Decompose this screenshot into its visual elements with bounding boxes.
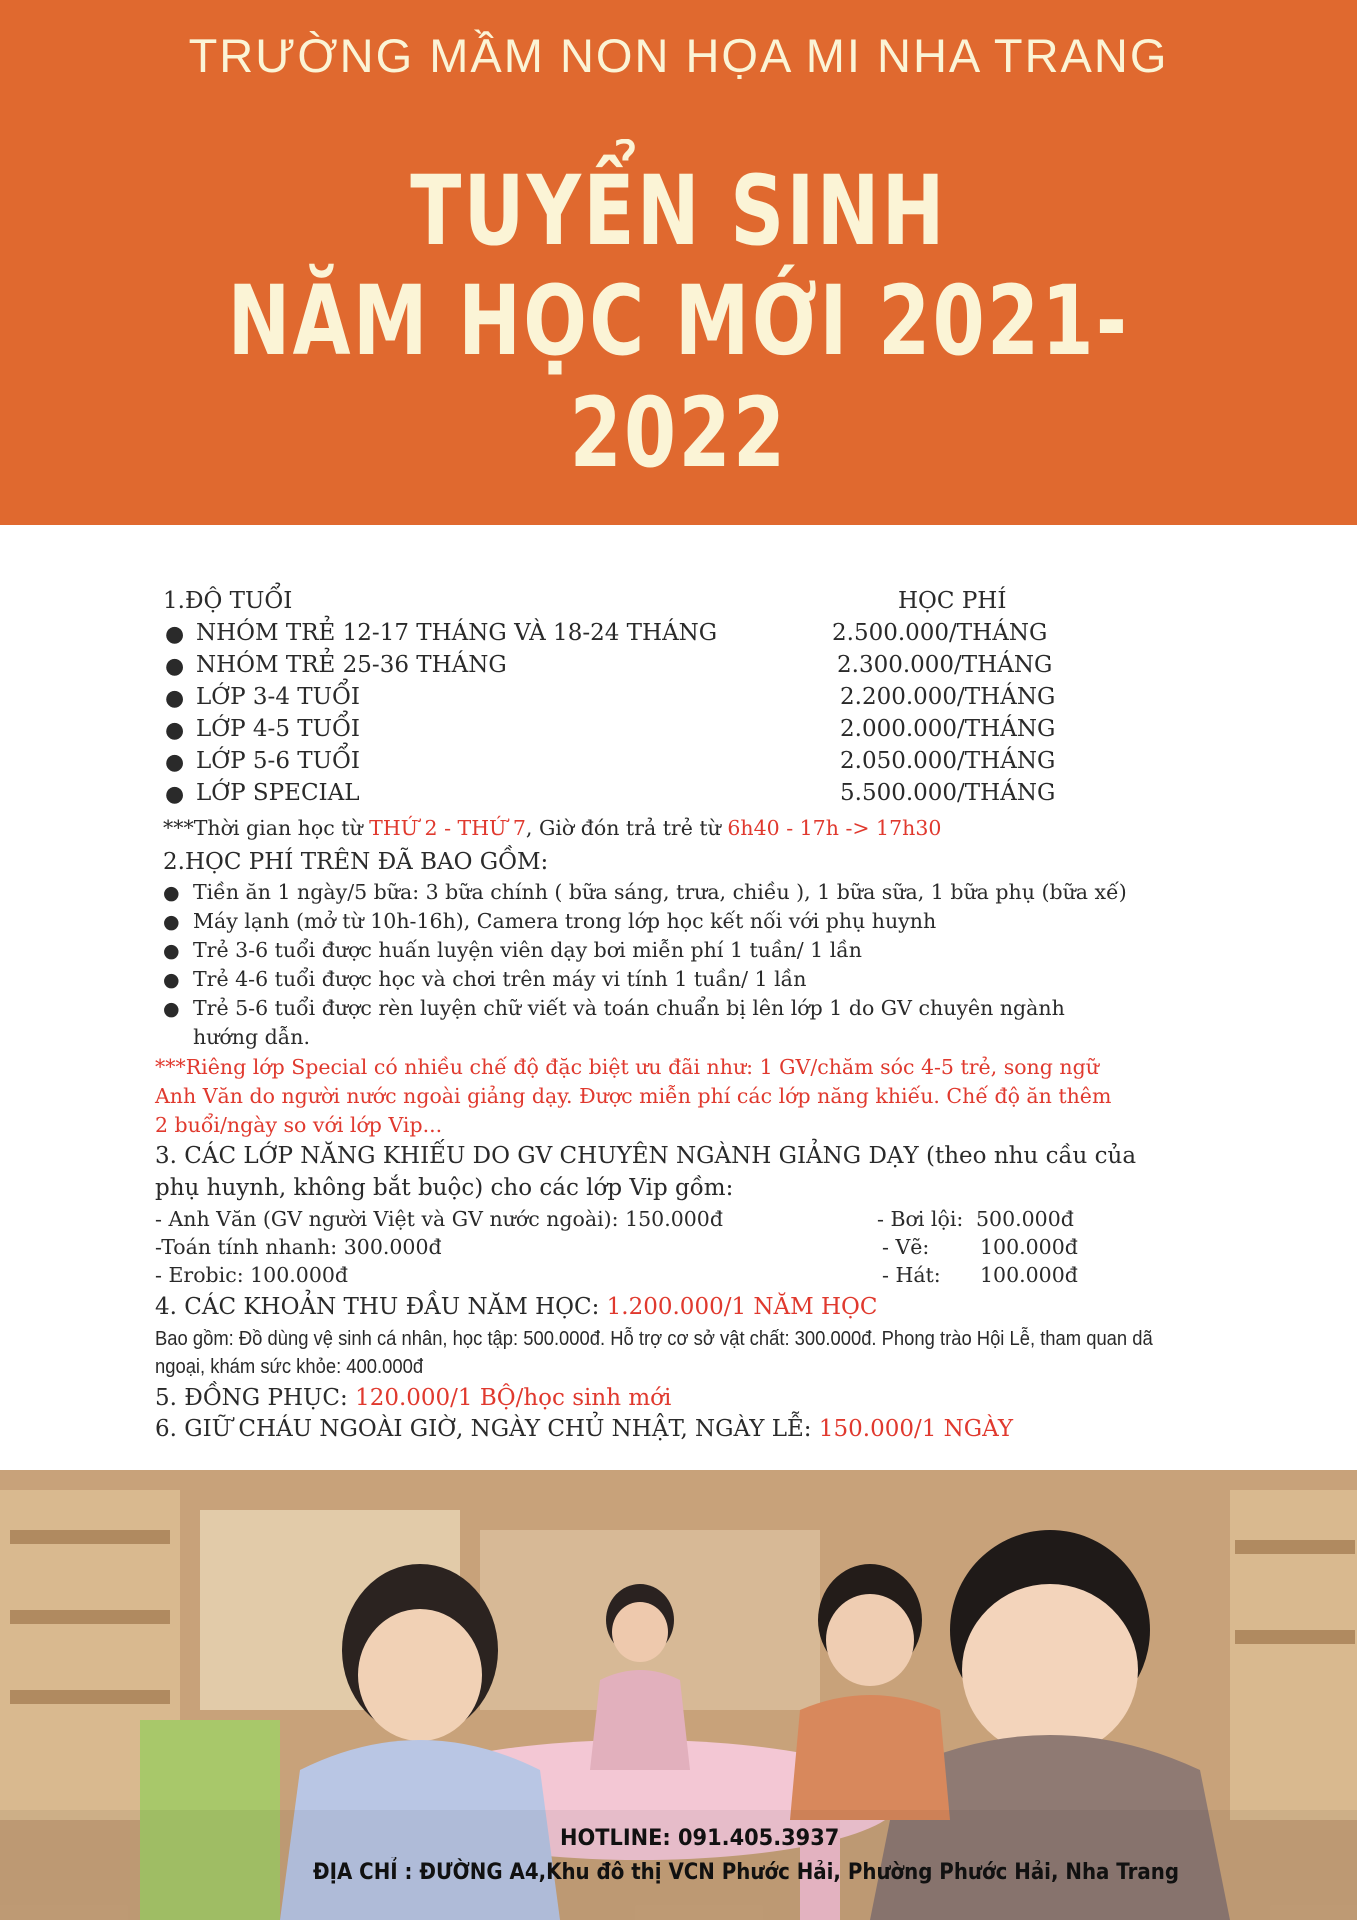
talent-item: - Anh Văn (GV người Việt và GV nước ngoài): 150.000đ bbox=[155, 1207, 723, 1231]
talent-item-fee: 500.000đ bbox=[976, 1207, 1074, 1231]
group-fee: 2.200.000/THÁNG bbox=[840, 684, 1056, 710]
included-heading: 2.HỌC PHÍ TRÊN ĐÃ BAO GỒM: bbox=[163, 849, 549, 875]
uniform-value: 120.000/1 BỘ/học sinh mới bbox=[355, 1385, 672, 1411]
bullet-icon: ● bbox=[163, 940, 180, 962]
annual-fees-line bbox=[155, 1294, 878, 1320]
talent-heading: 3. CÁC LỚP NĂNG KHIẾU DO GV CHUYÊN NGÀNH GIẢNG DẠY (theo nhu cầu của bbox=[155, 1143, 1137, 1169]
group-name: LỚP SPECIAL bbox=[196, 780, 360, 806]
address: ĐỊA CHỈ : ĐƯỜNG A4,Khu đô thị VCN Phước Hải, Phường Phước Hải, Nha Trang bbox=[313, 1860, 1180, 1885]
group-name: LỚP 3-4 TUỔI bbox=[196, 684, 360, 710]
bullet-icon: ● bbox=[163, 911, 180, 933]
header-banner bbox=[0, 0, 1357, 525]
special-note: Anh Văn do người nước ngoài giảng dạy. Được miễn phí các lớp năng khiếu. Chế độ ăn thêm bbox=[155, 1084, 1112, 1108]
talent-item-name: - Hát: bbox=[882, 1263, 941, 1287]
included-item: Trẻ 3-6 tuổi được huấn luyện viên dạy bơi miễn phí 1 tuần/ 1 lần bbox=[193, 938, 863, 962]
talent-item-name: - Bơi lội: bbox=[877, 1207, 964, 1231]
group-name: NHÓM TRẺ 12-17 THÁNG VÀ 18-24 THÁNG bbox=[196, 620, 718, 646]
school-name: TRƯỜNG MẦM NON HỌA MI NHA TRANG bbox=[188, 29, 1169, 82]
childcare-line bbox=[155, 1416, 1013, 1442]
bullet-icon: ● bbox=[165, 686, 185, 711]
uniform-label: 5. ĐỒNG PHỤC: bbox=[155, 1385, 356, 1411]
group-fee: 2.300.000/THÁNG bbox=[837, 652, 1053, 678]
children-photo bbox=[0, 1470, 1357, 1920]
childcare-value: 150.000/1 NGÀY bbox=[818, 1416, 1014, 1442]
talent-item: -Toán tính nhanh: 300.000đ bbox=[155, 1235, 442, 1259]
bullet-icon: ● bbox=[163, 998, 180, 1020]
special-note: ***Riêng lớp Special có nhiều chế độ đặc biệt ưu đãi như: 1 GV/chăm sóc 4-5 trẻ, song ngữ bbox=[155, 1055, 1099, 1079]
included-item: Tiền ăn 1 ngày/5 bữa: 3 bữa chính ( bữa sáng, trưa, chiều ), 1 bữa sữa, 1 bữa phụ (bữa xế) bbox=[193, 880, 1127, 904]
bullet-icon: ● bbox=[165, 718, 185, 743]
annual-fees-detail: ngoại, khám sức khỏe: 400.000đ bbox=[155, 1356, 424, 1378]
annual-fees-value: 1.200.000/1 NĂM HỌC bbox=[606, 1294, 878, 1320]
schedule-hours: 6h40 - 17h -> 17h30 bbox=[727, 816, 942, 840]
childcare-label: 6. GIỮ CHÁU NGOÀI GIỜ, NGÀY CHỦ NHẬT, NGÀY LỄ: bbox=[155, 1416, 819, 1442]
bullet-icon: ● bbox=[165, 654, 185, 679]
talent-item: - Erobic: 100.000đ bbox=[155, 1263, 349, 1287]
included-item: Máy lạnh (mở từ 10h-16h), Camera trong lớp học kết nối với phụ huynh bbox=[193, 909, 937, 933]
talent-item-fee: 100.000đ bbox=[980, 1263, 1078, 1287]
hotline: HOTLINE: 091.405.3937 bbox=[560, 1826, 840, 1851]
schedule-prefix: ***Thời gian học từ bbox=[163, 816, 370, 840]
annual-fees-label: 4. CÁC KHOẢN THU ĐẦU NĂM HỌC: bbox=[155, 1294, 607, 1320]
annual-fees-detail: Bao gồm: Đồ dùng vệ sinh cá nhân, học tập: 500.000đ. Hỗ trợ cơ sở vật chất: 300.000đ. Phong trào Hội Lễ, tham quan dã bbox=[155, 1328, 1153, 1350]
group-fee: 2.500.000/THÁNG bbox=[832, 620, 1048, 646]
bullet-icon: ● bbox=[163, 969, 180, 991]
group-fee: 5.500.000/THÁNG bbox=[840, 780, 1056, 806]
uniform-line bbox=[155, 1385, 671, 1411]
talent-heading-cont: phụ huynh, không bắt buộc) cho các lớp Vip gồm: bbox=[155, 1175, 734, 1201]
fee-heading: HỌC PHÍ bbox=[898, 588, 1007, 614]
included-item: Trẻ 4-6 tuổi được học và chơi trên máy vi tính 1 tuần/ 1 lần bbox=[193, 967, 807, 991]
bullet-icon: ● bbox=[165, 750, 185, 775]
bullet-icon: ● bbox=[163, 882, 180, 904]
special-note: 2 buổi/ngày so với lớp Vip... bbox=[155, 1113, 443, 1137]
title-line-1: TUYỂN SINH bbox=[410, 155, 947, 267]
group-fee: 2.050.000/THÁNG bbox=[840, 748, 1056, 774]
age-heading: 1.ĐỘ TUỔI bbox=[163, 588, 293, 614]
group-name: LỚP 4-5 TUỔI bbox=[196, 716, 360, 742]
schedule-mid: , Giờ đón trả trẻ từ bbox=[525, 816, 728, 840]
bullet-icon: ● bbox=[165, 782, 185, 807]
included-item: Trẻ 5-6 tuổi được rèn luyện chữ viết và toán chuẩn bị lên lớp 1 do GV chuyên ngành bbox=[193, 996, 1065, 1020]
bullet-icon: ● bbox=[165, 622, 185, 647]
included-item-cont: hướng dẫn. bbox=[193, 1025, 310, 1049]
classroom-illustration bbox=[0, 1470, 1357, 1920]
schedule-days: THỨ 2 - THỨ 7 bbox=[369, 816, 526, 840]
talent-item-fee: 100.000đ bbox=[980, 1235, 1078, 1259]
group-name: LỚP 5-6 TUỔI bbox=[196, 748, 360, 774]
title-line-2: NĂM HỌC MỚI 2021-2022 bbox=[227, 265, 1130, 489]
schedule-line bbox=[163, 816, 941, 840]
talent-item-name: - Vẽ: bbox=[882, 1235, 930, 1259]
group-name: NHÓM TRẺ 25-36 THÁNG bbox=[196, 652, 507, 678]
group-fee: 2.000.000/THÁNG bbox=[840, 716, 1056, 742]
